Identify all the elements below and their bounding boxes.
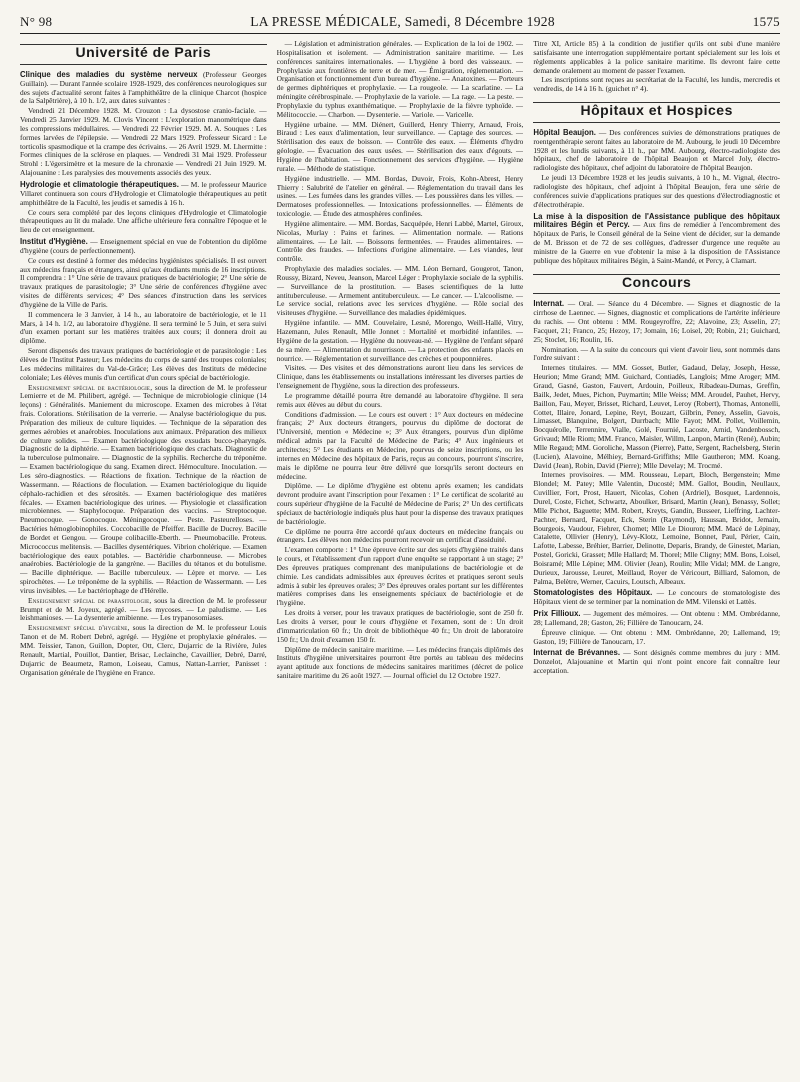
article-heading: Hydrologie et climatologie thérapeutiques. [20,179,179,189]
page-folio: 1575 [752,14,780,29]
subheading: Enseignement spécial de parasitologie, [28,595,152,605]
article-hygiene-special [20,624,267,677]
paragraph: Le programme détaillé pourra être demandé au laboratoire d'hygiène. Il sera remis aux élèves au début du cours. [276,390,524,409]
paragraph: L'examen comporte : 1° Une épreuve écrite sur des sujets d'hygiène traités dans le cours, et l'établissement d'un rapport d'une enquête se rapportant à un stage; 2° Des épreuves pratiques comprenant des manipulations de bactériologie et de chimie. Les candidats admissibles aux épreuves écrites et pratiques seront seuls admis à subir les épreuves orales; 3° Des épreuves orales portant sur les différentes matières comprises dans les enseignements spéciaux de bactériologie et de l'hygiène. [276,545,524,608]
paragraph: Diplôme. — Le diplôme d'hygiène est obtenu après examen; les candidats devront produire avant l'inscription pour l'examen : 1° Le certificat de scolarité au cours supérieur d'hygiène de la Faculté de Médecine de Paris; 2° Un des certificats spéciaux de bactériologie indiqués plus haut pour la dispense des travaux pratiques de bactériologie. [276,481,524,526]
section-title-universite [20,44,267,65]
article-heading: Hôpital Beaujon. [533,127,596,137]
issue-number: N° 98 [20,14,53,29]
paragraph: Hygiène infantile. — MM. Couvelaire, Lesné, Morengo, Weill-Hallé, Vitry, Hazemann, Jules Renault, Mlle Jonnet : Mortalité et morbidité infantiles. — Hygiène de la gestation. — Hygiène du nouveau-né. — Hygiène de l'enfant séparé de sa mère. — Alimentation du nourrisson. — La protection des enfants placés en nourrice. — Réglementation et surveillance des crèches et pouponnières. [276,318,524,363]
article-text: — Oral. — Séance du 4 Décembre. — Signes et diagnostic de la cirrhose de Laennec. — Signes, diagnostic et complications de l'artérite inférieure du rachis. — Ont obtenu : MM. Rougeyroffre, 22; Alavoine, 23; Asselin, 27; Facquet, 21; Franco, 25; Hezoy, 17; Jomain, 16; Loisel, 20; Robin, 21; Guichard, 25; Stoclet, 16; Roulin, 16. [533,299,781,344]
article-text: — Jugement des mémoires. — Ont obtenu : MM. Ombrédanne, 28; Lallemand, 28; Gaston, 26; Fillière de Tanoucarn, 24. [533,609,781,627]
paragraph: Les inscriptions sont reçues au secrétariat de la Faculté, les lundis, mercredis et vendredis, de 14 à 16 h. (guichet n° 4). [533,75,781,94]
article-text: — Sont désignés comme membres du jury : MM. Donzelot, Alajouanine et Martin qui n'ont point encore fait connaître leur acceptation. [533,648,781,676]
article-prix-fillioux [533,610,780,628]
article-beaujon [533,129,780,173]
article-internat [533,300,780,344]
column-3 [533,40,780,1080]
paragraph: Les droits à verser, pour les travaux pratiques de bactériologie, sont de 250 fr. Les droits à verser, pour le cours d'hygiène et l'examen, sont de : Un droit d'immatriculation 60 fr.; Un droit de bibliothèque 40 fr.; Un droit de laboratoire 150 fr.; Un droit d'examen 150 fr. [276,608,524,644]
article-begin-percy [533,213,780,266]
article-text: — Le concours de stomatologiste des Hôpitaux vient de se terminer par la nomination de MM. Vilenski et Lattès. [533,588,781,607]
paragraph: Ce cours est destiné à former des médecins hygiénistes spécialisés. Il est ouvert aux médecins français et étrangers, ainsi qu'aux étudiants munis de 16 inscriptions. Il comprendra : 1° Une série de travaux pratiques de bactériologie; 2° Une série de travaux pratiques de parasitologie; 3° Une série de conférences d'hygiène avec visites de différents services; 4° Des séances d'instruction dans les services d'hygiène de la Ville de Paris. [20,255,267,309]
article-text: (Professeur Georges Guillain). — Durant l'année scolaire 1928-1929, des conférences neurologiques sur des sujets d'actualité seront faites à l'amphithéâtre de la clinique Charcot (hospice de la Salpêtrière), à 10 h. 1/2, aux dates suivantes : [20,69,267,106]
article-parasitologie [20,597,267,624]
paragraph: Conditions d'admission. — Le cours est ouvert : 1° Aux docteurs en médecine français; 2° Aux docteurs étrangers, pourvus du diplôme de doctorat de l'Université, mention « Médecine »; 3° Aux étrangers, pourvus d'un diplôme médical admis par la Faculté de Médecine de Paris; 4° Aux ingénieurs et architectes; 5° Les étudiants en Médecine, pourvus de seize inscriptions, ou les internes en Médecine des hôpitaux de Paris, reçus au concours, pourront s'inscrire, mais le diplôme ne pourra leur être délivré que lorsqu'ils seront docteurs en médecine. [276,409,524,481]
article-text: sous la direction de M. le professeur Louis Tanon et de M. Robert Debré, agrégé. — Hygiène et prophylaxie générales. — MM. Teissier, Tanon, Guillon, Dopter, Ott, Clerc, Dujarric de la Rivière, Jules Renault, Martial, Pouillot, Dantier, Brisac, Leclainche, Cavaillier, Debré, Darré, Dujarric de Beaumetz, Ramon, Loiseau, Camus, Nattan-Larrier, Panisset : Organisation générale de l'hygiène en France. [20,623,267,677]
paragraph: — Législation et administration générales. — Explication de la loi de 1902. — Hospitalisation et isolement. — Administration sanitaire maritime. — Les conférences sanitaires internationales. — L'hygiène à bord des vaisseaux. — Prophylaxie aux frontières de terre et de mer. — Émigration, réglementation. — Organisation et fonctionnement d'un bureau d'hygiène. — Anatoxines. — Porteurs de germes diphtériques et prophylaxie. — La rougeole. — La scarlatine. — La méningite cérébrospinale. — Prophylaxie de la variole. — La rage. — La peste. — Prophylaxie du typhus exanthématique. — Prophylaxie de la fièvre typhoïde. — Mélitococcie. — Charbon. — Dysenterie. — Variole. — Varicelle. [276,40,524,119]
article-brevannes [533,649,780,676]
article-text: — Aux fins de remédier à l'encombrement des hôpitaux de Paris, le Conseil général de la Seine vient de décider, sur la demande de M. Brisson et de 72 de ses collègues, d'adresser d'urgence une requête au ministre de la Guerre en vue d'obtenir la mise à la disposition de l'Assistance publique des hôpitaux militaires Bégin, à Saint-Mandé, et Percy, à Clamart. [533,220,781,265]
subheading: Enseignement spécial de bactériologie, [28,382,153,392]
paragraph: Ce diplôme ne pourra être accordé qu'aux docteurs en médecine français ou étrangers. Les élèves non médecins pourront recevoir un certificat d'assiduité. [276,526,524,545]
paragraph: Vendredi 21 Décembre 1928. M. Crouzon : La dysostose cranio-faciale. — Vendredi 25 Janvier 1929. M. Clovis Vincent : L'exploration manométrique dans les compressions médullaires. — Vendredi 22 Février 1929. M. A. Souques : Les formes larvées de l'épilepsie. — Vendredi 22 Mars 1929. Professeur Sicard : Le torticolis spasmodique et la crampe des écrivains. — 26 Avril 1929. M. Lhermitte : Formes cliniques de la sclérose en plaques. — Vendredi 31 Mai 1929. Professeur Strohl : L'égersimètre et la mesure de la chronaxie — Vendredi 21 Juin 1929. M. Alajouanine : Les paralysies des mouvements associés des yeux. [20,106,267,178]
section-title-text: Hôpitaux et Hospices [580,102,733,119]
paragraph: Titre XI, Article 85) à la condition de justifier qu'ils ont subi d'une manière satisfaisante une interrogation supplémentaire portant spécialement sur les lois et règlements applicables à la police sanitaire maritime. Ils devront faire cette demande oralement au moment de passer l'examen. [533,40,781,75]
paragraph: Hygiène industrielle. — MM. Bordas, Duvoir, Frois, Kohn-Abrest, Henry Thierry : Salubrité de l'atelier en général. — Réglementation du travail dans les usines. — Les fumées dans les grandes villes. — Les poussières dans les villes. — Dermatoses professionnelles. — Intoxications professionnelles. — Éléments de toxicologie. — Étude des atmosphères confinées. [276,173,524,219]
column-1 [20,40,267,1080]
page-header [20,14,780,30]
article-institut-hygiene [20,238,267,256]
article-heading: La mise à la disposition de l'Assistance publique des hôpitaux militaires Bégin et Percy. [533,211,781,230]
paragraph: Hygiène alimentaire. — MM. Bordas, Sacquépée, Henri Labbé, Martel, Giroux, Nicolas, Murlay : Pains et farines. — Alimentation normale. — Rations alimentaires. — Le lait. — Boissons fermentées. — Fraudes alimentaires. — Contrôle des fraudes. — Infections d'origine alimentaire. — Les viandes, leur contrôle. [276,218,524,264]
paragraph: Internes titulaires. — MM. Gosset, Butler, Gadaud, Delay, Joseph, Hesse, Heurion; Mme Grand; MM. Guichard, Contiadès, Langlois; Mme Aroger; MM. Graud, Gasné, Gaston, Fauvert, Ardouin, Poilleux, Ribadeau-Dumas, Greffin, Bailk, Jedet, Mues, Pichon, Puymartin; Mlle Weiss; MM. Aroudel, Pauhet, Hervy, Baillon, Fau, Meyer, Brisset, Richard, Leuvet, Leroy (Robert), Thomas, Antonelli, Cottet, Illaire, Jonard, Lepine, Reyt, Bouzart, Gilbrin, Peney, Asselin, Gavois, Limasset, Blanquine, Bolgert, Durrbach; Mlle Fayot; MM. Pollet, Voillemin, Bocquérolle, Terrennire, Vialle, Golé, Fournié, Lacoste, Arnid, Vandenbossch, Grivaud; Mlle Riom; MM. Franco, Maisler, Willm, Lanpon, Martin (René), Aubin; Mlle Regaud; MM. Goroliche, Masson (Pierre), Patte, Sergent, Rachelsberg, Sterin (Lucien), Alavoine, Mélhiey, Bernard-Griffiths; Mlle Gautheron; MM. Koang, David (Jean), Robin, David (Pierre); Mlle Develay; M. Trocmé. [533,363,781,470]
paragraph: Prophylaxie des maladies sociales. — MM. Léon Bernard, Gougerot, Tanon, Roussy, Bizard, Neveu, Jeanson, Marcel Léger : Prophylaxie sociale de la syphilis. — Surveillance de la prostitution. — Bases scientifiques de la lutte antituberculeuse. — Armement antituberculeux. — Le cancer. — L'alcoolisme. — Le service social, relations avec les services d'hygiène. — Rôle social des visiteuses d'hygiène. — Surveillance des maladies épidémiques. [276,264,524,318]
section-title-hopitaux [533,102,780,123]
paragraph: Le jeudi 13 Décembre 1928 et les jeudis suivants, à 10 h., M. Vignal, électro-radiologiste des hôpitaux, chef adjoint à l'hôpital Beaujon, fera une série de conférences suivie d'applications pratiques sur des questions d'électrodiagnostic et d'électrothérapie. [533,173,781,209]
article-heading: Internat de Brévannes. [533,648,621,658]
article-text: — M. le professeur Maurice Villaret continuera son cours d'Hydrologie et Climatologie thérapeutiques au petit amphithéâtre de la Faculté, les jeudis et samedis à 16 h. [20,179,267,207]
paragraph: Visites. — Des visites et des démonstrations auront lieu dans les services de Clinique, dans les établissements ou installations intéressant les diverses parties de l'enseignement de l'hygiène, sous la direction des professeurs. [276,363,524,391]
header-rule [20,33,780,34]
article-heading: Stomatologistes des Hôpitaux. [533,588,653,598]
subheading: Enseignement spécial d'hygiène, [28,623,130,633]
paragraph: Nomination. — A la suite du concours qui vient d'avoir lieu, sont nommés dans l'ordre suivant : [533,344,781,363]
article-text: — Enseignement spécial en vue de l'obtention du diplôme d'hygiène (cours de perfectionnement). [20,237,267,255]
columns [20,40,780,1080]
section-title-concours [533,274,780,295]
paragraph: Ce cours sera complété par des leçons cliniques d'Hydrologie et Climatologie thérapeutiques au lit du malade. Une affiche ultérieure fera connaître l'époque et le lieu de cet enseignement. [20,207,267,235]
article-stomatologistes [533,589,780,607]
paragraph: Diplôme de médecin sanitaire maritime. — Les médecins français diplômés des Instituts d'hygiène universitaires pourront être portés au tableau des médecins ayant aptitude aux fonctions de médecins sanitaires maritimes (décret de police sanitaire maritime du 26 août 1927. — Journal officiel du 12 Octobre 1927. [276,644,524,681]
article-text: sous la direction de M. le professeur Lemierre et de M. Philibert, agrégé. — Technique de microbiologie clinique (14 leçons) : Généralités. Maniement du microscope. Examen des microbes à l'état frais. Colorations. Stérilisation de la verrerie. — Analyse bactériologique du pus. Préparation des milieux de culture liquides. — Technique de la séparation des germes aérobies et anaérobies. Inoculations aux animaux. Préparation des milieux de culture solides. — Examen bactériologique des exsudats bucco-pharyngés. Diagnostic de la diphtérie. — Examen bactériologique des crachats. Diagnostic de la tuberculose pulmonaire. — Diagnostic de la syphilis. Recherche du tréponème. — Examen bactériologique du sang. Examen direct. Hémoculture. Inoculation. — Les séro-diagnostics. — Réactions de fixation. Technique de la réaction de Wassermann. — Réactions de floculation. — Examen bactériologique du liquide céphalo-rachidien et des sérosités. — Examen bactériologique des matières fécales. — Examen bactériologique des urines. — Physiologie et classification microbiennes. — Staphylocoque. Préparation des vaccins. — Streptocoque. Pneumocoque. — Gonocoque. Méningocoque. — Peste. Pasteurelloses. — Bactéries hémoglobinophiles. Coccobacille de Pfeiffer. Bacille de Ducrey. Bacille de Bordet et Gengou. — Groupe colibacille-Eberth. — Pneumobacille. Proteus. Micrococcus melitensis. — Bacilles dysentériques. Vibrion cholérique. — Examen bactériologique des eaux potables. — Bactéridie charbonneuse. — Microbes anaérobies. Bactériologie de la gangrène. — Bacilles du tétanos et du botulisme. — Bacille diphtérique. — Bacille tuberculeux. — Lèpre et morve. — Les spirochètes. — Le tréponème de la syphilis. — Réaction de Wassermann. — Les virus invisibles. — Le bactériophage de d'Hérelle. [20,382,267,595]
paragraph: Seront dispensés des travaux pratiques de bactériologie et de parasitologie : Les élèves de l'Institut Pasteur; Les médecins du corps de santé des troupes coloniales; Les médecins militaires du Val-de-Grâce; Les élèves des Instituts de médecine coloniale; Les élèves munis d'un certificat d'un cours spécial de bactériologie. [20,346,267,382]
paragraph: Épreuve clinique. — Ont obtenu : MM. Ombrédanne, 20; Lallemand, 19; Gaston, 19; Fillière de Tanoucarn, 17. [533,627,781,646]
article-text: — Des conférences suivies de démonstrations pratiques de roentgenthérapie seront faites au laboratoire de M. Aubourg, le jeudi 10 Décembre 1928 et les lundis suivants, à 11 h., par MM. Aubourg, électro-radiologiste des hôpitaux, chef de laboratoire de l'hôpital Beaujon et Marcel Joly, électro-radiologiste des hôpitaux, chef adjoint du laboratoire de l'hôpital Beaujon. [533,127,781,173]
article-heading: Institut d'Hygiène. [20,237,88,247]
article-heading: Internat. [533,299,565,309]
article-heading: Prix Fillioux. [533,609,581,619]
article-clinique-nerveux [20,71,267,106]
paragraph: Hygiène urbaine. — MM. Diénert, Guillerd, Henry Thierry, Arnaud, Frois, Biraud : Les eaux d'alimentation, leur surveillance. — Captage des sources. — Stérilisation des eaux de boisson. — Contrôle des eaux. — Éléments d'hydro géologie. — Évacuation des eaux usées. — Stérilisation des eaux d'égouts. — Hygiène de l'habitation. — Fonctionnement des services d'hygiène. — Hygiène rurale. — Méthode de statistique. [276,119,524,173]
masthead-title: LA PRESSE MÉDICALE, Samedi, 8 Décembre 1928 [250,14,555,29]
article-bacteriologie [20,384,267,596]
column-2 [277,40,524,1080]
section-title-text: Concours [622,273,692,290]
section-title-text: Université de Paris [75,44,212,60]
paragraph: Il commencera le 3 Janvier, à 14 h., au laboratoire de bactériologie, et le 11 Mars, à 14 h. 1/2, au laboratoire d'hygiène. Il sera terminé le 5 Juin, et sera suivi d'un examen portant sur les matières traitées aux cours; il donnera droit au diplôme. [20,309,267,346]
article-heading: Clinique des maladies du système nerveux [20,69,198,79]
article-hydrologie [20,181,267,208]
article-text: sous la direction de M. le professeur Brumpt et de M. Joyeux, agrégé. — Les mycoses. — Le paludisme. — Les leishmanioses. — La dysenterie amibienne. — Les trypanosomiases. [20,595,267,623]
paragraph: Internes provisoires. — MM. Rousseau, Lepart, Bloch, Bergenstein; Mme Blondel; M. Patey; Mlle Valentin, Ducosté; MM. Gallot, Boudin, Neullaux, Cuvillier, Fort, Prost, Hauert, Nicolas, Cohen (Ardriel), Bosquet, Lardennois, Durel, Coste, Fichet, Schwartz, Aboulker, Brisard, Martin (Jean), Benassy, Sollet; Mlle Pichot, Baguette; MM. Robert, Kreyts, Gandin, Busseer, Lieffring, Lachter-Pachter, Bernard, Facquet, Eck, Sterin (Raymond), Haussan, Bridot, Jemain, Bourgeois, Vaudour, Fiehrer, Chomet; Mlle Le Diouron; MM. Macé de Lépinay, Catalette, Ollivier (Henry), Lévy-Klotz, Lemoine, Bonnet, Paul, Périer, Cain, Lafotte, Labesse, Bréhier, Barrier, Delinotte, Deparis, Brandy, de Ginestet, Marian, Postel, Goricki, Grasset; Mlle Hallard; M. Thorel; Mlle Cligny; MM. Bons, Loisel, Boisramé; Mlle Lépine; MM. Olivier (Jean), Roulin; Mlle Vidal; MM. de Langre, Durieux, Jarousse, Leuret, Meillaud, Royer de Véricourt, Billiard, Salomon, de Palma, Belètre, Werner, Cacuirs, Loutsch, Albeaux. [533,470,781,586]
